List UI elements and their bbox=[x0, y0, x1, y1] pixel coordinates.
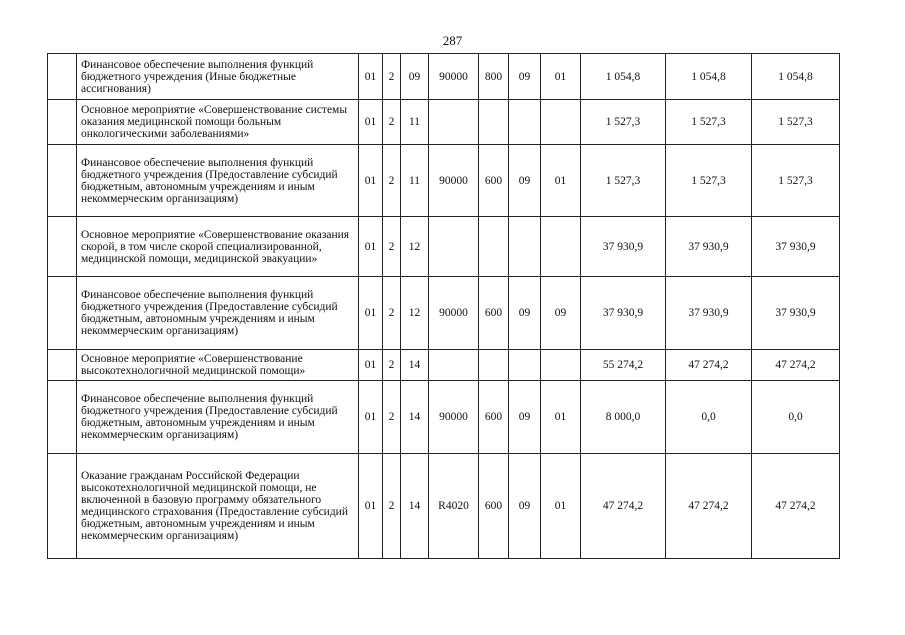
row-description: Финансовое обеспечение выполнения функций бюджетного учреждения (Иные бюджетные ассигнования) bbox=[77, 54, 359, 100]
expense-type-code: 600 bbox=[479, 381, 509, 454]
subprogram-code: 2 bbox=[383, 145, 401, 217]
program-code: 01 bbox=[359, 217, 383, 277]
direction-code bbox=[429, 217, 479, 277]
section-code: 09 bbox=[509, 145, 541, 217]
expense-type-code: 800 bbox=[479, 54, 509, 100]
event-code: 11 bbox=[401, 100, 429, 145]
table-row bbox=[48, 145, 840, 217]
direction-code: 90000 bbox=[429, 54, 479, 100]
page-number: 287 bbox=[442, 33, 463, 48]
subsection-code bbox=[541, 100, 581, 145]
subprogram-code: 2 bbox=[383, 277, 401, 350]
subprogram-code: 2 bbox=[383, 217, 401, 277]
section-code bbox=[509, 350, 541, 381]
subsection-code: 09 bbox=[541, 277, 581, 350]
section-code: 09 bbox=[509, 454, 541, 559]
amount-year-3: 1 527,3 bbox=[752, 100, 840, 145]
row-blank-cell bbox=[48, 217, 77, 277]
amount-year-3: 37 930,9 bbox=[752, 277, 840, 350]
subsection-code: 01 bbox=[541, 454, 581, 559]
subsection-code: 01 bbox=[541, 381, 581, 454]
table-row bbox=[48, 454, 840, 559]
table-row bbox=[48, 277, 840, 350]
direction-code: R4020 bbox=[429, 454, 479, 559]
direction-code: 90000 bbox=[429, 381, 479, 454]
program-code: 01 bbox=[359, 100, 383, 145]
amount-year-2: 1 527,3 bbox=[666, 145, 752, 217]
event-code: 12 bbox=[401, 277, 429, 350]
amount-year-3: 0,0 bbox=[752, 381, 840, 454]
program-code: 01 bbox=[359, 454, 383, 559]
row-description: Финансовое обеспечение выполнения функций бюджетного учреждения (Предоставление субсидий бюджетным, автономным учреждениям и иным некоммерческим организациям) bbox=[77, 145, 359, 217]
row-description: Финансовое обеспечение выполнения функций бюджетного учреждения (Предоставление субсидий бюджетным, автономным учреждениям и иным некоммерческим организациям) bbox=[77, 277, 359, 350]
amount-year-2: 1 054,8 bbox=[666, 54, 752, 100]
direction-code bbox=[429, 100, 479, 145]
row-blank-cell bbox=[48, 277, 77, 350]
subprogram-code: 2 bbox=[383, 381, 401, 454]
section-code bbox=[509, 100, 541, 145]
amount-year-2: 37 930,9 bbox=[666, 277, 752, 350]
subsection-code bbox=[541, 217, 581, 277]
program-code: 01 bbox=[359, 54, 383, 100]
amount-year-3: 1 527,3 bbox=[752, 145, 840, 217]
direction-code bbox=[429, 350, 479, 381]
row-blank-cell bbox=[48, 350, 77, 381]
event-code: 14 bbox=[401, 350, 429, 381]
row-description: Основное мероприятие «Совершенствование высокотехнологичной медицинской помощи» bbox=[77, 350, 359, 381]
event-code: 09 bbox=[401, 54, 429, 100]
amount-year-1: 1 527,3 bbox=[581, 100, 666, 145]
table-row bbox=[48, 350, 840, 381]
program-code: 01 bbox=[359, 277, 383, 350]
budget-table bbox=[47, 53, 840, 559]
direction-code: 90000 bbox=[429, 145, 479, 217]
amount-year-1: 1 527,3 bbox=[581, 145, 666, 217]
amount-year-1: 8 000,0 bbox=[581, 381, 666, 454]
section-code bbox=[509, 217, 541, 277]
subprogram-code: 2 bbox=[383, 454, 401, 559]
program-code: 01 bbox=[359, 381, 383, 454]
amount-year-2: 47 274,2 bbox=[666, 350, 752, 381]
expense-type-code: 600 bbox=[479, 145, 509, 217]
row-description: Финансовое обеспечение выполнения функций бюджетного учреждения (Предоставление субсидий бюджетным, автономным учреждениям и иным некоммерческим организациям) bbox=[77, 381, 359, 454]
row-blank-cell bbox=[48, 454, 77, 559]
row-description: Основное мероприятие «Совершенствование оказания скорой, в том числе скорой специализированной, медицинской помощи, медицинской эвакуации» bbox=[77, 217, 359, 277]
event-code: 14 bbox=[401, 454, 429, 559]
amount-year-2: 37 930,9 bbox=[666, 217, 752, 277]
table-row bbox=[48, 54, 840, 100]
expense-type-code bbox=[479, 350, 509, 381]
amount-year-3: 37 930,9 bbox=[752, 217, 840, 277]
amount-year-2: 47 274,2 bbox=[666, 454, 752, 559]
table-row bbox=[48, 217, 840, 277]
amount-year-3: 47 274,2 bbox=[752, 350, 840, 381]
row-blank-cell bbox=[48, 145, 77, 217]
subsection-code: 01 bbox=[541, 145, 581, 217]
expense-type-code bbox=[479, 100, 509, 145]
event-code: 11 bbox=[401, 145, 429, 217]
subsection-code bbox=[541, 350, 581, 381]
subprogram-code: 2 bbox=[383, 54, 401, 100]
subprogram-code: 2 bbox=[383, 100, 401, 145]
table-row bbox=[48, 100, 840, 145]
table-row bbox=[48, 381, 840, 454]
subsection-code: 01 bbox=[541, 54, 581, 100]
section-code: 09 bbox=[509, 54, 541, 100]
amount-year-3: 1 054,8 bbox=[752, 54, 840, 100]
amount-year-3: 47 274,2 bbox=[752, 454, 840, 559]
row-description: Основное мероприятие «Совершенствование системы оказания медицинской помощи больным онкологическими заболеваниями» bbox=[77, 100, 359, 145]
expense-type-code: 600 bbox=[479, 454, 509, 559]
program-code: 01 bbox=[359, 350, 383, 381]
row-blank-cell bbox=[48, 54, 77, 100]
program-code: 01 bbox=[359, 145, 383, 217]
section-code: 09 bbox=[509, 381, 541, 454]
subprogram-code: 2 bbox=[383, 350, 401, 381]
amount-year-1: 1 054,8 bbox=[581, 54, 666, 100]
row-blank-cell bbox=[48, 381, 77, 454]
section-code: 09 bbox=[509, 277, 541, 350]
expense-type-code: 600 bbox=[479, 277, 509, 350]
row-blank-cell bbox=[48, 100, 77, 145]
amount-year-1: 37 930,9 bbox=[581, 217, 666, 277]
direction-code: 90000 bbox=[429, 277, 479, 350]
amount-year-1: 47 274,2 bbox=[581, 454, 666, 559]
event-code: 12 bbox=[401, 217, 429, 277]
event-code: 14 bbox=[401, 381, 429, 454]
amount-year-1: 55 274,2 bbox=[581, 350, 666, 381]
amount-year-2: 1 527,3 bbox=[666, 100, 752, 145]
amount-year-2: 0,0 bbox=[666, 381, 752, 454]
row-description: Оказание гражданам Российской Федерации высокотехнологичной медицинской помощи, не включенной в базовую программу обязательного медицинского страхования (Предоставление субсидий бюджетным, автономным учреждениям и иным некоммерческим организациям) bbox=[77, 454, 359, 559]
amount-year-1: 37 930,9 bbox=[581, 277, 666, 350]
expense-type-code bbox=[479, 217, 509, 277]
